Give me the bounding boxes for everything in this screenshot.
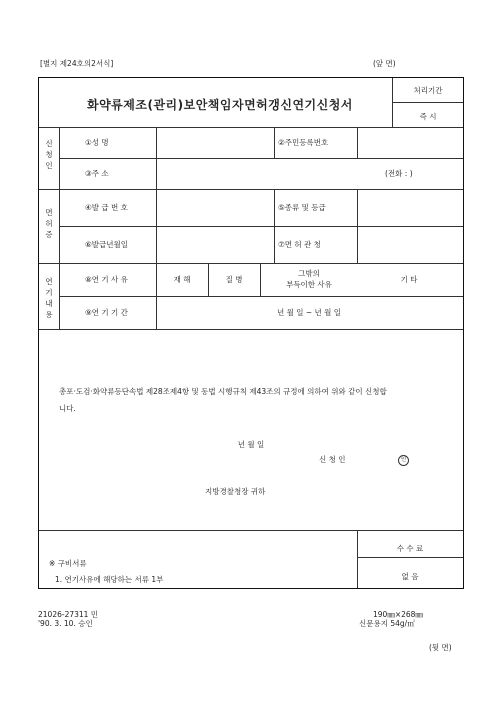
address-label: ③주 소	[85, 169, 109, 178]
divider	[357, 530, 358, 588]
divider	[392, 78, 393, 127]
section-postpone-label: 연기내용	[45, 277, 53, 319]
period-label: ⑨연 기 기 간	[85, 308, 128, 317]
divider	[357, 557, 463, 558]
section-applicant-label: 신청인	[45, 139, 53, 170]
divider	[59, 158, 463, 159]
reason-other-line1: 그밖의	[298, 269, 320, 278]
divider	[59, 296, 463, 297]
declaration-date: 년 월 일	[237, 440, 265, 449]
attachments-title: ※ 구비서류	[49, 559, 87, 568]
divider	[59, 226, 463, 227]
phone-label: (전화 : )	[385, 169, 413, 178]
period-value: 년 월 일 ~ 년 월 일	[276, 308, 342, 317]
processing-period-label: 처리기간	[413, 86, 443, 95]
approval-date: '90. 3. 10. 승인	[38, 619, 93, 628]
name-label: ①성 명	[85, 138, 109, 147]
divider	[357, 127, 358, 158]
reason-disaster: 재 해	[173, 275, 191, 284]
form-title: 화약류제조(관리)보안책임자면허갱신연기신청서	[87, 98, 353, 112]
divider	[39, 127, 463, 128]
declaration-applicant: 신 청 인	[319, 455, 346, 464]
attachment-item: 1. 연기사유에 해당하는 서류 1부	[55, 575, 164, 584]
seal-mark: 인	[398, 455, 409, 466]
fee-label: 수 수 료	[396, 544, 424, 553]
divider	[39, 329, 463, 330]
declaration-text-line2: 니다.	[59, 404, 76, 413]
addressee: 지방경찰청장 귀하	[205, 487, 266, 496]
divider	[208, 263, 209, 296]
fee-value: 없 음	[401, 572, 419, 581]
back-side-label: (뒷 면)	[429, 643, 452, 652]
form-code: 21026-27311 민	[38, 610, 99, 619]
issue-date-label: ⑥발급년월일	[85, 240, 128, 249]
processing-period-value: 즉 시	[419, 112, 437, 121]
divider	[156, 263, 157, 329]
resident-number-label: ②주민등록번호	[278, 138, 329, 147]
divider	[274, 127, 275, 158]
section-license-label: 면허증	[45, 208, 53, 239]
divider	[156, 127, 157, 189]
paper-size: 190㎜×268㎜	[373, 610, 423, 619]
divider	[39, 263, 463, 264]
divider	[39, 189, 463, 190]
reason-label: ⑧연 기 사 유	[85, 275, 128, 284]
declaration-text-line1: 총포·도검·화약류등단속법 제28조제4항 및 동법 시행규칙 제43조의 규정에 의하여 위와 같이 신청합	[59, 387, 387, 396]
form-number: [별지 제24호의2서식]	[40, 59, 114, 68]
divider	[260, 263, 261, 296]
application-form	[38, 77, 464, 589]
issue-number-label: ④발 급 번 호	[85, 203, 128, 212]
divider	[357, 189, 358, 263]
divider	[274, 189, 275, 263]
divider	[156, 189, 157, 263]
kind-grade-label: ⑤종류 및 등급	[278, 203, 326, 212]
divider	[392, 102, 463, 103]
divider	[59, 127, 60, 329]
paper-type: 신문용지 54g/㎡	[359, 619, 415, 628]
divider	[39, 530, 463, 531]
reason-other-line2: 부득이한 사유	[286, 280, 332, 289]
reason-illness: 질 병	[225, 275, 243, 284]
page-side-label: (앞 면)	[373, 59, 396, 68]
issuer-label: ⑦면 허 관 청	[278, 240, 321, 249]
reason-etc: 기 타	[400, 275, 418, 284]
